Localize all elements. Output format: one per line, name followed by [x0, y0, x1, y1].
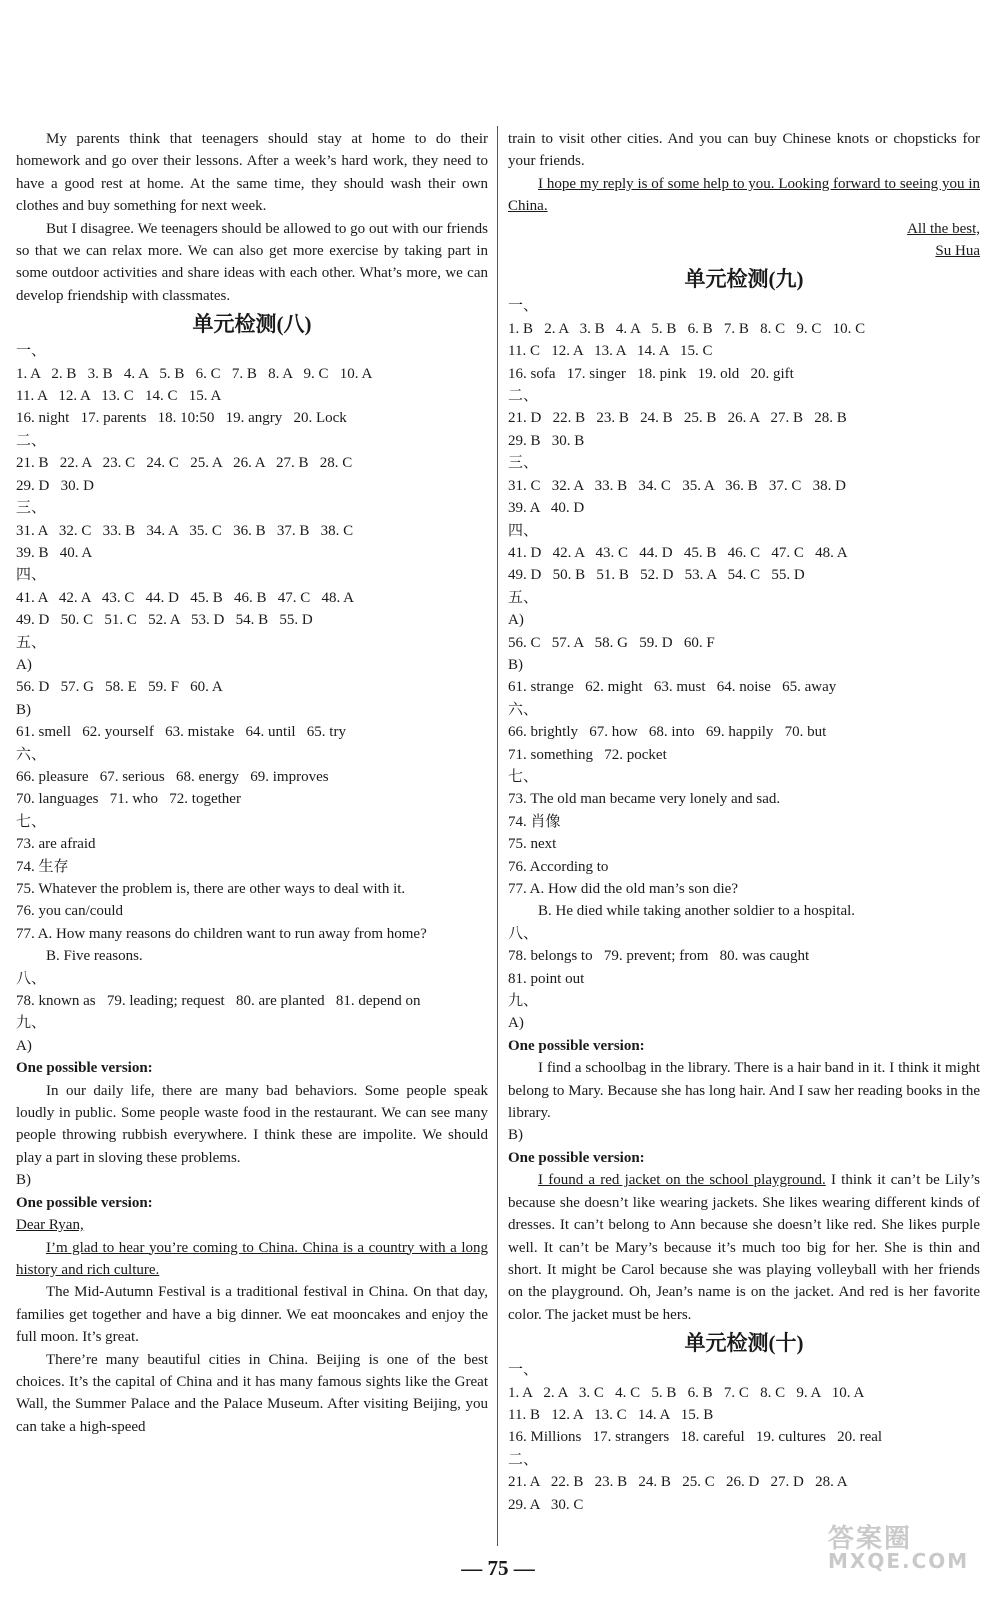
- answer-line: 39. B 40. A: [16, 544, 93, 561]
- column-divider: [497, 126, 498, 1546]
- answer-line: 49. D 50. C 51. C 52. A 53. D 54. B 55. D: [16, 612, 313, 629]
- answer-line: 六、: [16, 746, 47, 763]
- answer-line: 81. point out: [508, 970, 585, 987]
- answer-line: 66. brightly 67. how 68. into 69. happily 70. but: [508, 724, 827, 741]
- answer-line: 29. A 30. C: [508, 1496, 584, 1513]
- answer-line: 76. According to: [508, 858, 609, 875]
- answer-line: A): [508, 612, 524, 629]
- right-column: [508, 128, 980, 1516]
- essay-paragraph: But I disagree. We teenagers should be allowed to go out with our friends so that we can relax more. We can also get more exercise by taking part in some outdoor activities and share ideas with each other. What’s more, we can develop friendship with classmates.: [16, 220, 488, 304]
- answer-line: 六、: [508, 701, 539, 718]
- answer-76: 76. you can/could: [16, 903, 124, 920]
- answer-line: 73. are afraid: [16, 836, 96, 853]
- answer-line: 75. next: [508, 836, 557, 853]
- answer-line: 1. A 2. A 3. C 4. C 5. B 6. B 7. C 8. C 9. A 10. A: [508, 1384, 865, 1401]
- letter-continued: train to visit other cities. And you can buy Chinese knots or chopsticks for your friends.: [508, 131, 980, 170]
- answer-line: 70. languages 71. who 72. together: [16, 791, 241, 808]
- answer-line: 八、: [508, 925, 539, 942]
- answer-line: 二、: [16, 432, 47, 449]
- answer-line: 11. B 12. A 13. C 14. A 15. B: [508, 1406, 714, 1423]
- section-label: B): [16, 1172, 31, 1189]
- letter-signature: Su Hua: [935, 243, 980, 260]
- answer-line: 74. 肖像: [508, 813, 561, 830]
- unit8-title: 单元检测(八): [192, 312, 312, 337]
- unit8-answers-2: [16, 968, 488, 1058]
- unit9-title: 单元检测(九): [684, 267, 804, 292]
- answer-77a: 77. A. How many reasons do children want to run away from home?: [16, 925, 427, 942]
- answer-line: A): [16, 1037, 32, 1054]
- answer-line: 31. C 32. A 33. B 34. C 35. A 36. B 37. C 38. D: [508, 477, 846, 494]
- answer-line: 56. D 57. G 58. E 59. F 60. A: [16, 679, 223, 696]
- answer-line: 21. A 22. B 23. B 24. B 25. C 26. D 27. D 28. A: [508, 1474, 848, 1491]
- answer-line: 16. sofa 17. singer 18. pink 19. old 20. gift: [508, 365, 794, 382]
- answer-line: 41. A 42. A 43. C 44. D 45. B 46. B 47. C 48. A: [16, 589, 354, 606]
- answer-line: 21. D 22. B 23. B 24. B 25. B 26. A 27. B 28. B: [508, 410, 847, 427]
- answer-line: 一、: [508, 1362, 539, 1379]
- unit9-answers-2: [508, 923, 980, 1035]
- answer-line: 29. D 30. D: [16, 477, 94, 494]
- answer-line: B): [16, 701, 31, 718]
- answer-line: 16. Millions 17. strangers 18. careful 19. cultures 20. real: [508, 1429, 883, 1446]
- version-label: One possible version:: [508, 1149, 645, 1166]
- answer-line: 九、: [16, 1015, 47, 1032]
- answer-line: 73. The old man became very lonely and sad.: [508, 791, 781, 808]
- answer-line: 四、: [16, 567, 47, 584]
- letter-signoff: All the best,: [907, 220, 980, 237]
- answer-line: 一、: [16, 343, 47, 360]
- unit9-answers: [508, 295, 980, 900]
- answer-line: 二、: [508, 1451, 539, 1468]
- answer-line: 31. A 32. C 33. B 34. A 35. C 36. B 37. B 38. C: [16, 522, 354, 539]
- answer-line: 1. A 2. B 3. B 4. A 5. B 6. C 7. B 8. A 9. C 10. A: [16, 365, 373, 382]
- answer-line: 29. B 30. B: [508, 432, 585, 449]
- answer-line: 七、: [16, 813, 47, 830]
- answer-line: B): [508, 656, 523, 673]
- answer-line: 39. A 40. D: [508, 500, 585, 517]
- answer-line: 三、: [16, 500, 47, 517]
- answer-line: 16. night 17. parents 18. 10:50 19. angry 20. Lock: [16, 410, 347, 427]
- answer-line: 11. A 12. A 13. C 14. C 15. A: [16, 388, 222, 405]
- page-number: — 75 —: [461, 1556, 535, 1580]
- answer-line: 78. belongs to 79. prevent; from 80. was caught: [508, 948, 810, 965]
- essay-text: I found a red jacket on the school playground. I think it can’t be Lily’s because she doesn’t like wearing jackets. She likes wearing different kinds of dresses. It can’t belong to Ann because she doesn’t like red. She likes purple well. It can’t be Mary’s because it’s much too big for her. She is thin and short. It might be Carol because she was playing volleyball with her friends on the playground. Oh, Jean’s name is on the jacket. And red is her favorite color. The jacket must be hers.: [508, 1172, 980, 1323]
- answer-line: 41. D 42. A 43. C 44. D 45. B 46. C 47. C 48. A: [508, 544, 848, 561]
- essay-paragraph: My parents think that teenagers should stay at home to do their homework and go over their lessons. After a week’s hard work, they need to have a good rest at home. At the same time, they should wash their own clothes and buy something for next week.: [16, 131, 488, 215]
- answer-line: 71. something 72. pocket: [508, 746, 667, 763]
- answer-line: 61. strange 62. might 63. must 64. noise 65. away: [508, 679, 837, 696]
- answer-line: 11. C 12. A 13. A 14. A 15. C: [508, 343, 713, 360]
- answer-line: 56. C 57. A 58. G 59. D 60. F: [508, 634, 715, 651]
- letter-opening: I’m glad to hear you’re coming to China. China is a country with a long history and rich culture.: [16, 1239, 488, 1278]
- answer-line: 五、: [508, 589, 539, 606]
- answer-line: 五、: [16, 634, 47, 651]
- essay-text: I find a schoolbag in the library. There is a hair band in it. I think it might belong to Mary. Because she has long hair. And I saw her reading books in the library.: [508, 1060, 980, 1122]
- version-label: One possible version:: [508, 1037, 645, 1054]
- answer-line: 77. A. How did the old man’s son die?: [508, 881, 738, 897]
- answer-line: 七、: [508, 768, 539, 785]
- answer-line: A): [16, 656, 32, 673]
- answer-line: 八、: [16, 970, 47, 987]
- answer-line: 78. known as 79. leading; request 80. are planted 81. depend on: [16, 993, 421, 1010]
- answer-line: 九、: [508, 993, 539, 1010]
- answer-line: 61. smell 62. yourself 63. mistake 64. until 65. try: [16, 724, 346, 741]
- answer-line: 74. 生存: [16, 858, 69, 875]
- answer-line: 21. B 22. A 23. C 24. C 25. A 26. A 27. B 28. C: [16, 455, 353, 472]
- unit8-answers: [16, 340, 488, 878]
- letter-paragraph: The Mid-Autumn Festival is a traditional festival in China. On that day, families get together and have a big dinner. We eat mooncakes and enjoy the full moon. It’s great.: [16, 1284, 488, 1346]
- answer-line: 49. D 50. B 51. B 52. D 53. A 54. C 55. D: [508, 567, 805, 584]
- answer-line: 四、: [508, 522, 539, 539]
- intro-essay: [16, 128, 488, 307]
- answer-77b: B. He died while taking another soldier to a hospital.: [538, 903, 856, 920]
- letter-body: [16, 1281, 488, 1438]
- unit10-title: 单元检测(十): [684, 1331, 804, 1356]
- answer-line: 二、: [508, 388, 539, 405]
- answer-77b: B. Five reasons.: [46, 948, 143, 965]
- letter-paragraph: There’re many beautiful cities in China. Beijing is one of the best choices. It’s the capital of China and it has many famous sights like the Great Wall, the Summer Palace and the Palace Museum. After visiting Beijing, you can take a high-speed: [16, 1351, 488, 1435]
- answer-line: 1. B 2. A 3. B 4. A 5. B 6. B 7. B 8. C 9. C 10. C: [508, 320, 866, 337]
- version-label: One possible version:: [16, 1194, 153, 1211]
- left-column: [16, 128, 488, 1438]
- answer-line: 一、: [508, 298, 539, 315]
- version-label: One possible version:: [16, 1060, 153, 1077]
- letter-greeting: Dear Ryan,: [16, 1217, 84, 1234]
- answer-line: 三、: [508, 455, 539, 472]
- essay-text: In our daily life, there are many bad behaviors. Some people speak loudly in public. Some people waste food in the restaurant. We can see many people throwing rubbish everywhere. I think these are impolite. We should play a part in sloving these problems.: [16, 1082, 488, 1166]
- letter-closing: I hope my reply is of some help to you. Looking forward to seeing you in China.: [508, 175, 980, 215]
- answer-line: 66. pleasure 67. serious 68. energy 69. improves: [16, 768, 329, 785]
- unit10-answers: [508, 1359, 980, 1516]
- section-label: B): [508, 1127, 523, 1144]
- watermark-logo: 答案圈 MXQE.COM: [828, 1524, 970, 1574]
- answer-line: A): [508, 1015, 524, 1032]
- answer-75: 75. Whatever the problem is, there are other ways to deal with it.: [16, 881, 406, 897]
